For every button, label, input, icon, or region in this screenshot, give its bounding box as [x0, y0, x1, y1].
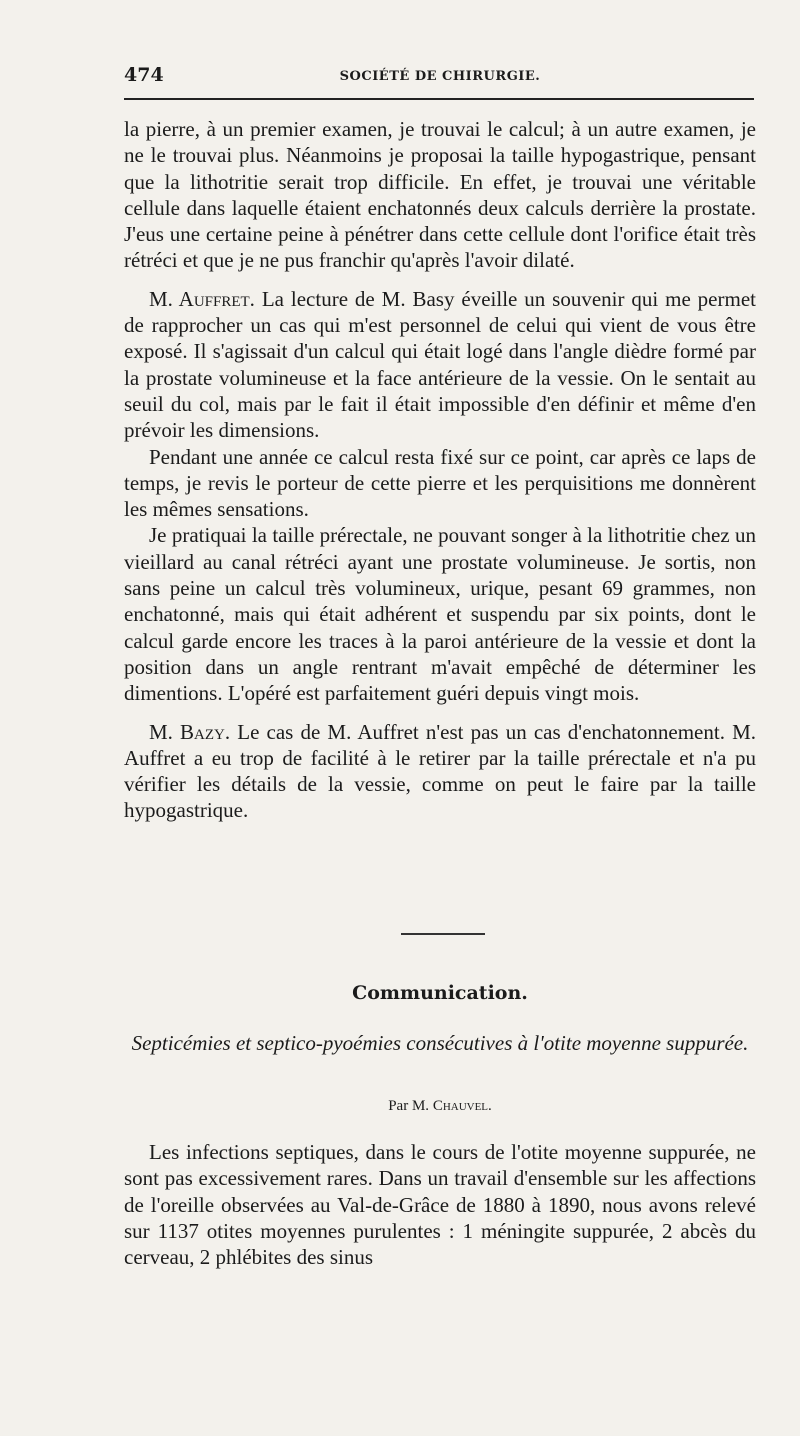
paragraph: Les infections septiques, dans le cours de l'otite moyenne suppurée, ne sont pas excessivement rares. Dans un travail d'ensemble sur les affections de l'oreille observées au Val-de-Grâce de 1880 à 1890, nous avons relevé sur 1137 otites moyennes purulentes : 1 méningite suppurée, 2 abcès du cerveau, 2 phlébites des sinus: [124, 1140, 756, 1270]
author-name: Chauvel.: [432, 1098, 492, 1114]
running-title: SOCIÉTÉ DE CHIRURGIE.: [339, 69, 541, 84]
byline: [124, 1098, 756, 1115]
paragraph: [124, 286, 756, 444]
byline-prefix: Par M.: [388, 1098, 430, 1114]
speaker-name: M. Bazy.: [149, 719, 231, 744]
page-header: [124, 64, 756, 94]
section-separator: [401, 933, 485, 935]
paragraph: [124, 719, 756, 824]
paragraph-text: Le cas de M. Auffret n'est pas un cas d'enchatonnement. M. Auffret a eu trop de facilité à le retirer par la taille prérectale et n'a pu vérifier les détails de la vessie, comme on peut le faire par la taille hypogastrique.: [124, 719, 756, 823]
section-heading: Communication.: [352, 982, 528, 1004]
paragraph: Pendant une année ce calcul resta fixé sur ce point, car après ce laps de temps, je revis le porteur de cette pierre et les perquisitions me donnèrent les mêmes sensations.: [124, 444, 756, 522]
communication-text: [124, 1139, 756, 1270]
article-title: Septicémies et septico-pyoémies consécutives à l'otite moyenne suppurée.: [131, 1031, 749, 1055]
paragraph-text: La lecture de M. Basy éveille un souvenir qui me permet de rapprocher un cas qui m'est personnel de celui qui vient de vous être exposé. Il s'agissait d'un calcul qui était logé dans l'angle dièdre formé par la prostate volumineuse et la face antérieure de la vessie. On le sentait au seuil du col, mais par le fait il était impossible d'en définir et même d'en prévoir les dimensions.: [124, 286, 756, 443]
discussion-text: [124, 116, 756, 824]
paragraph: la pierre, à un premier examen, je trouvai le calcul; à un autre examen, je ne le trouvai plus. Néanmoins je proposai la taille hypogastrique, pensant que la lithotritie serait trop difficile. En effet, je trouvai une véritable cellule dans laquelle étaient enchatonnés deux calculs derrière la prostate. J'eus une certaine peine à pénétrer dans cette cellule dont l'orifice était très rétréci et que je ne pus franchir qu'après l'avoir dilaté.: [124, 117, 756, 273]
page-number: 474: [124, 64, 164, 86]
header-rule: [124, 98, 754, 100]
speaker-name: M. Auffret.: [149, 286, 255, 311]
paragraph: Je pratiquai la taille prérectale, ne pouvant songer à la lithotritie chez un vieillard au canal rétréci ayant une prostate volumineuse. Je sortis, non sans peine un calcul très volumineux, urique, pesant 69 grammes, non enchatonné, mais qui était adhérent et suspendu par six points, dont le calcul garde encore les traces à la paroi antérieure de la vessie et dont la position dans un angle rentrant m'avait empêché de déterminer les dimentions. L'opéré est parfaitement guéri depuis vingt mois.: [124, 523, 756, 706]
